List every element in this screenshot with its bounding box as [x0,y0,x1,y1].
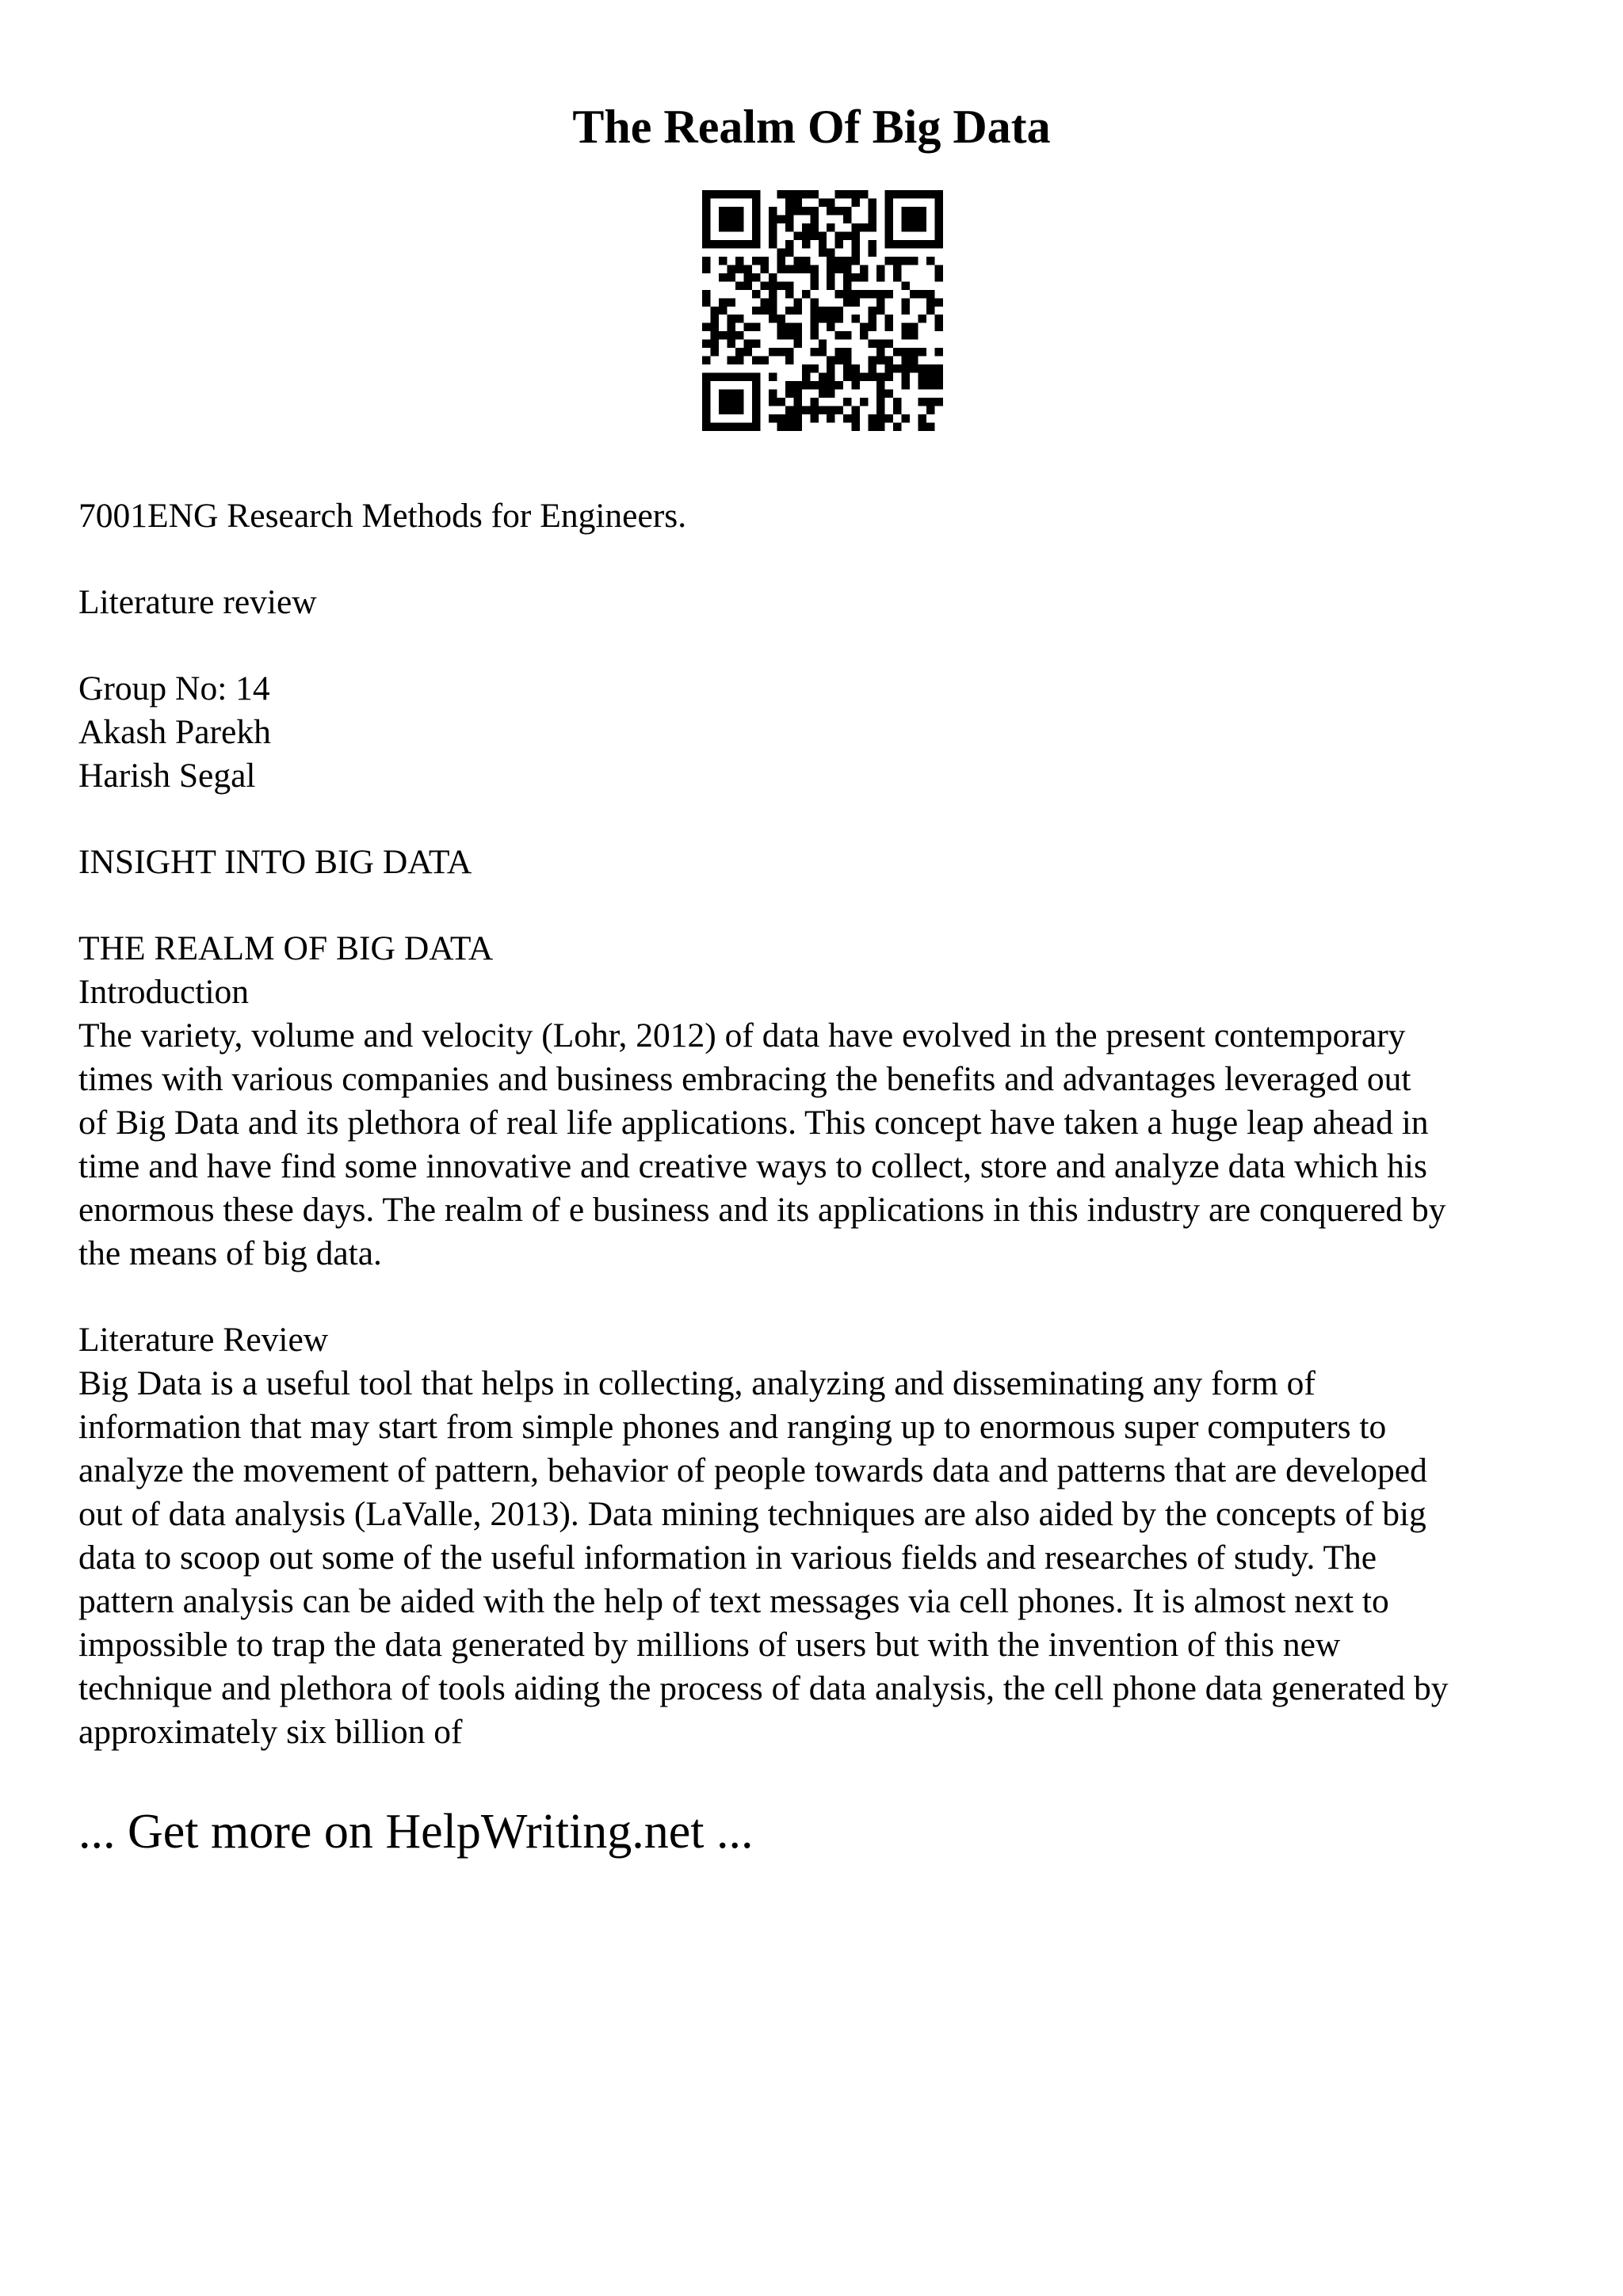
literature-review-heading: Literature Review [78,1321,329,1359]
qr-code-icon [702,190,943,431]
literature-review-line: approximately six billion of [78,1713,463,1751]
literature-review-line: Big Data is a useful tool that helps in collecting, analyzing and disseminating any form of [78,1364,1316,1402]
qr-code-graphic [702,190,943,431]
get-more-link[interactable]: ... Get more on HelpWriting.net ... [78,1805,754,1859]
section-heading: INSIGHT INTO BIG DATA [78,843,472,881]
introduction-line: of Big Data and its plethora of real life applications. This concept have taken a huge leap ahead in [78,1104,1429,1142]
document-body [78,494,1568,1754]
literature-review-line: technique and plethora of tools aiding the process of data analysis, the cell phone data generated by [78,1669,1449,1707]
literature-review-line: information that may start from simple phones and ranging up to enormous super computers to [78,1408,1387,1446]
author-name: Akash Parekh [78,713,271,751]
course-line: 7001ENG Research Methods for Engineers. [78,497,687,535]
author-name: Harish Segal [78,757,256,795]
document-type: Literature review [78,583,317,621]
introduction-line: the means of big data. [78,1234,382,1272]
document-title: The Realm Of Big Data [572,101,1051,153]
document-subtitle: THE REALM OF BIG DATA [78,929,494,967]
literature-review-line: analyze the movement of pattern, behavior of people towards data and patterns that are developed [78,1451,1427,1489]
introduction-heading: Introduction [78,973,250,1011]
literature-review-line: out of data analysis (LaValle, 2013). Data mining techniques are also aided by the concepts of big [78,1495,1426,1533]
literature-review-line: data to scoop out some of the useful information in various fields and researches of study. The [78,1539,1377,1577]
literature-review-line: pattern analysis can be aided with the help of text messages via cell phones. It is almost next to [78,1582,1389,1620]
introduction-line: time and have find some innovative and creative ways to collect, store and analyze data which his [78,1147,1427,1185]
literature-review-line: impossible to trap the data generated by millions of users but with the invention of this new [78,1626,1341,1664]
group-number: Group No: 14 [78,669,270,707]
introduction-line: enormous these days. The realm of e business and its applications in this industry are conquered by [78,1191,1446,1229]
introduction-line: times with various companies and business embracing the benefits and advantages leveraged out [78,1060,1411,1098]
introduction-line: The variety, volume and velocity (Lohr, 2012) of data have evolved in the present contemporary [78,1016,1406,1055]
